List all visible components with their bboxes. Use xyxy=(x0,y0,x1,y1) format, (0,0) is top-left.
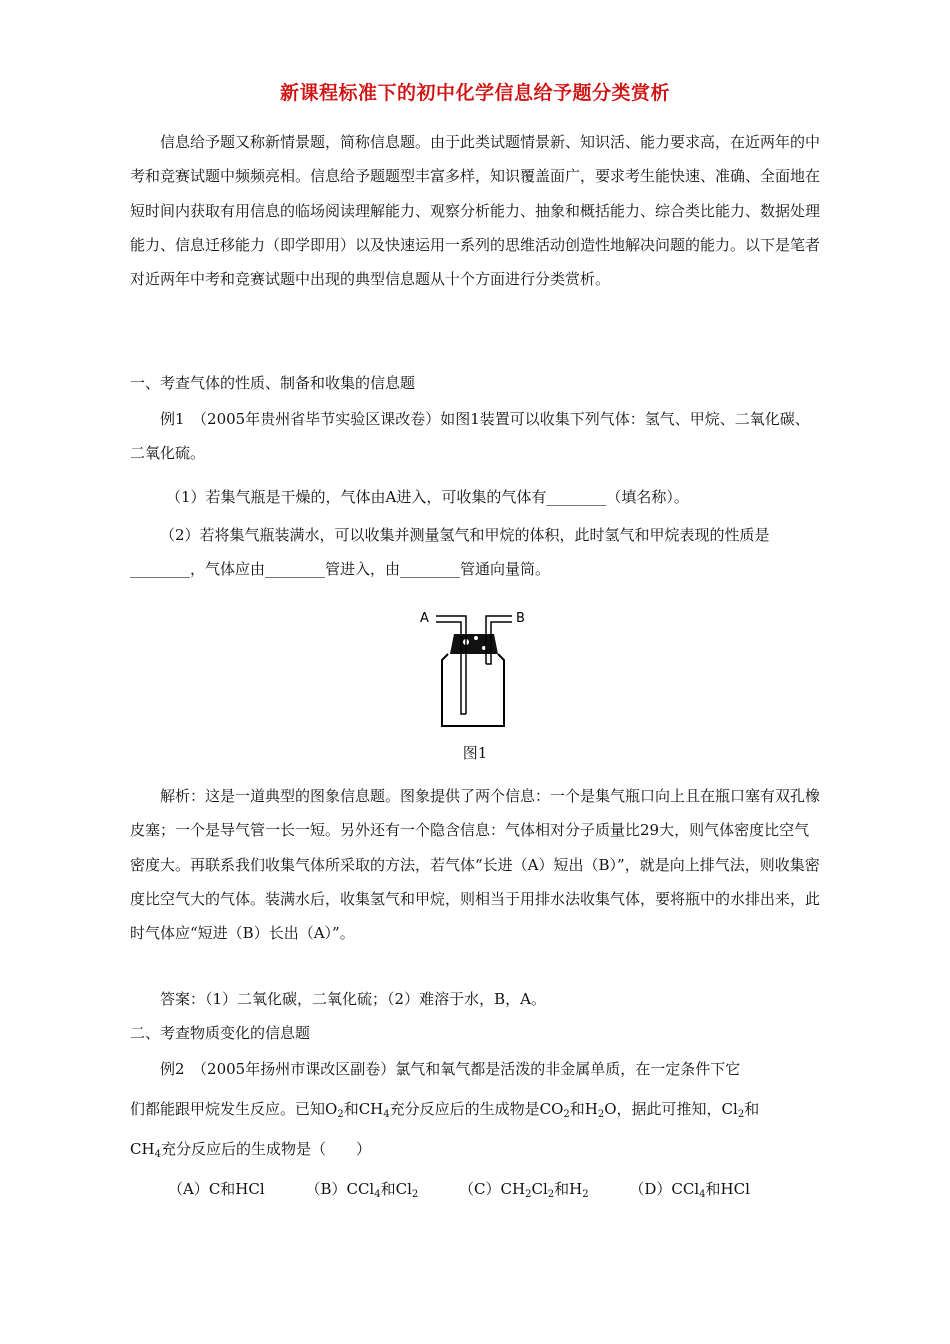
option-d: （D）CCl$_4$和HCl xyxy=(629,1180,750,1200)
example2-line1: 例2 （2005年扬州市课改区副卷）氯气和氧气都是活泼的非金属单质，在一定条件下它 xyxy=(160,1060,741,1078)
option-b: （B）CCl$_4$和$Cl_2$ xyxy=(305,1180,419,1200)
label-a: A xyxy=(420,611,429,626)
question2-text: （2）若将集气瓶装满水，可以收集并测量氢气和甲烷的体积，此时氢气和甲烷表现的性质是________，气体应由________管进入，由________管通向量筒。 xyxy=(130,526,770,579)
example1-text: 例1 （2005年贵州省毕节实验区课改卷）如图1装置可以收集下列气体：氢气、甲烷、二氧化碳、二氧化硫。 xyxy=(130,410,810,463)
example2-line3: $CH_4$充分反应后的生成物是（ ） xyxy=(130,1140,371,1160)
gas-bottle-figure xyxy=(418,608,538,734)
question1-text: （1）若集气瓶是干燥的，气体由A进入，可收集的气体有________（填名称）。 xyxy=(166,488,689,506)
analysis-paragraph: 解析：这是一道典型的图象信息题。图象提供了两个信息：一个是集气瓶口向上且在瓶口塞有双孔橡皮塞；一个是导气管一长一短。另外还有一个隐含信息：气体相对分子质量比29大，则气体密度比空气密度大。再联系我们收集气体所采取的方法，若气体“长进（A）短出（B）”，就是向上排气法，则收集密度比空气大的气体。装满水后，收集氢气和甲烷，则相当于用排水法收集气体，要将瓶中的水排出来，此时气体应“短进（B）长出（A）”。 xyxy=(130,787,821,943)
example2-line2: 们都能跟甲烷发生反应。已知$O_2$和$CH_4$充分反应后的生成物是$CO_2$和$H_2O$，据此可推知，$Cl_2$和 xyxy=(130,1100,760,1120)
options-row xyxy=(130,1172,858,1212)
gas-bottle-diagram xyxy=(418,608,538,730)
label-b: B xyxy=(516,611,525,626)
bottle-outline xyxy=(442,654,504,726)
section1-heading: 一、考查气体的性质、制备和收集的信息题 xyxy=(130,374,416,392)
option-c: $(C)CH_2Cl_2$和$H_2$ xyxy=(459,1180,589,1200)
section2-heading: 二、考查物质变化的信息题 xyxy=(130,1024,311,1042)
figure-caption: 图1 xyxy=(462,744,488,762)
option-a: （A）C和HCl xyxy=(168,1180,265,1198)
document-title: 新课程标准下的初中化学信息给予题分类赏析 xyxy=(279,82,670,104)
intro-paragraph: 信息给予题又称新情景题，简称信息题。由于此类试题情景新、知识活、能力要求高，在近两年的中考和竞赛试题中频频亮相。信息给予题题型丰富多样，知识覆盖面广，要求考生能快速、准确、全面地在短时间内获取有用信息的临场阅读理解能力、观察分析能力、抽象和概括能力、综合类比能力、数据处理能力、信息迁移能力（即学即用）以及快速运用一系列的思维活动创造性地解决问题的能力。以下是笔者对近两年中考和竞赛试题中出现的典型信息题从十个方面进行分类赏析。 xyxy=(130,133,821,289)
answer-text: 答案：（1）二氧化碳，二氧化硫；（2）难溶于水，B，A。 xyxy=(160,990,546,1008)
